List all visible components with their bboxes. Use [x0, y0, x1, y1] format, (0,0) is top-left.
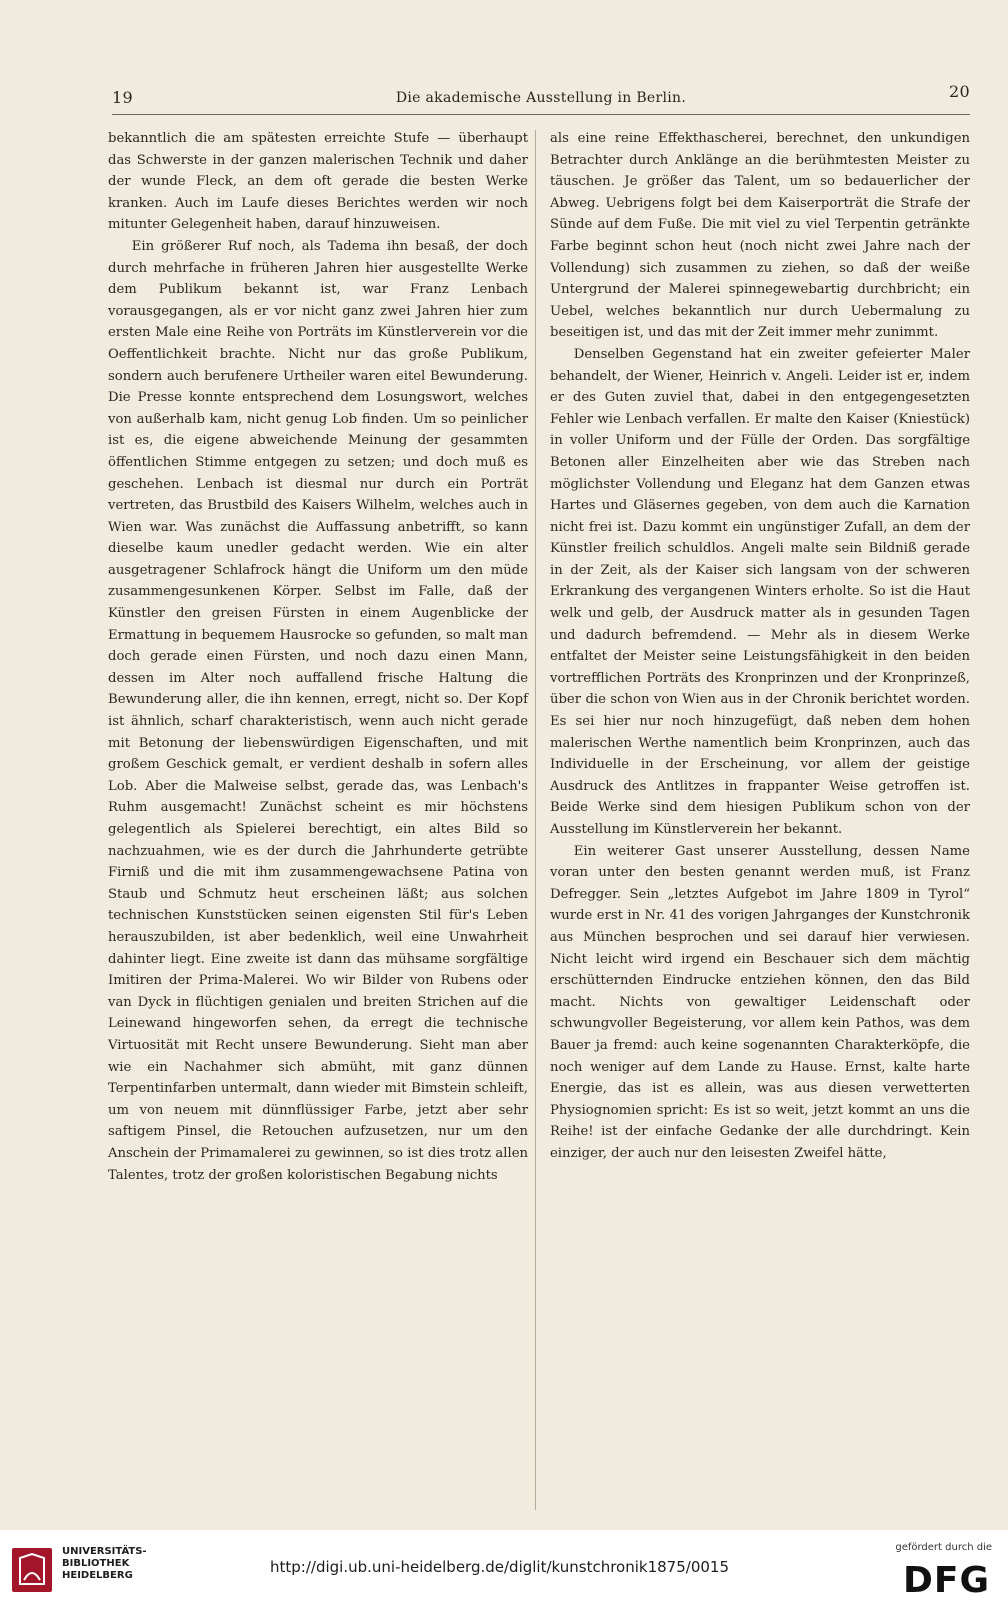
header-rule [112, 114, 970, 115]
right-paragraph-3: Ein weiterer Gast unserer Ausstellung, dessen Name voran unter den besten genannt werden muß, ist Franz Defregger. Sein „letztes Aufgebot im Jahre 1809 in Tyrol“ wurde erst in Nr. 41 des vorigen Jahrganges der Kunstchronik aus München besprochen und sei darauf hier verwiesen. Nicht leicht wird irgend ein Beschauer sich dem mächtig erschütternden Eindrucke entziehen können, den das Bild macht. Nichts von gewaltiger Leidenschaft oder schwungvoller Begeisterung, vor allem kein Pathos, was dem Bauer ja fremd: auch keine sogenannten Charakterköpfe, die noch weniger auf dem Lande zu Hause. Ernst, kalte harte Energie, das ist es allein, was aus diesen verwetterten Physiognomien spricht: Es ist so weit, jetzt kommt an uns die Reihe! ist der einfache Gedanke der alle durchdringt. Kein einziger, der auch nur den leisesten Zweifel hätte, [550, 843, 970, 1161]
digital-copy-link[interactable]: http://digi.ub.uni-heidelberg.de/diglit/kunstchronik1875/0015 [270, 1558, 730, 1576]
heidelberg-library-logo-icon [10, 1544, 56, 1596]
library-name [62, 1546, 147, 1582]
right-paragraph-1: als eine reine Effekthascherei, berechnet, den unkundigen Betrachter durch Anklänge an die berühmtesten Meister zu täuschen. Je größer das Talent, um so bedauerlicher der Abweg. Uebrigens folgt bei dem Kaiserporträt die Strafe der Sünde auf dem Fuße. Die mit viel zu viel Terpentin getränkte Farbe beginnt schon heut (noch nicht zwei Jahre nach der Vollendung) sich zusammen zu ziehen, so daß der weiße Untergrund der Malerei spinnegewebartig durchbricht; ein Uebel, welches bekanntlich nur durch Uebermalung zu beseitigen ist, und das mit der Zeit immer mehr zunimmt. [550, 131, 970, 341]
library-line-3: HEIDELBERG [62, 1570, 133, 1581]
right-column [550, 128, 970, 1165]
dfg-logo: DFG [902, 1560, 990, 1601]
running-title: Die akademische Ausstellung in Berlin. [395, 90, 687, 106]
right-paragraph-2: Denselben Gegenstand hat ein zweiter gefeierter Maler behandelt, der Wiener, Heinrich v. Angeli. Leider ist er, indem er des Guten zuviel that, dabei in den entgegengesetzten Fehler wie Lenbach verfallen. Er malte den Kaiser (Kniestück) in voller Uniform und der Fülle der Orden. Das sorgfältige Betonen aller Einzelheiten aber wie das Streben nach möglichster Vollendung und Eleganz hat dem Ganzen etwas Hartes und Gläsernes gegeben, von dem auch die Karnation nicht frei ist. Dazu kommt ein ungünstiger Zufall, an dem der Künstler freilich schuldlos. Angeli malte sein Bildniß gerade in der Zeit, als der Kaiser sich langsam von der schweren Erkrankung des vergangenen Winters erholte. So ist die Haut welk und gelb, der Ausdruck matter als in gesunden Tagen und dadurch befremdend. — Mehr als in diesem Werke entfaltet der Meister seine Leistungsfähigkeit in den beiden vortrefflichen Porträts des Kronprinzen und der Kronprinzeß, über die schon von Wien aus in der Chronik berichtet worden. Es sei hier nur noch hinzugefügt, daß neben dem hohen malerischen Werthe namentlich beim Kronprinzen, auch das Individuelle in der Erscheinung, vor allem der geistige Ausdruck des Antlitzes in frappanter Weise getroffen ist. Beide Werke sind dem hiesigen Publikum schon von der Ausstellung im Künstlerverein her bekannt. [550, 346, 970, 837]
digitization-footer [0, 1530, 1008, 1610]
left-paragraph-2: Ein größerer Ruf noch, als Tadema ihn besaß, der doch durch mehrfache in früheren Jahren hier ausgestellte Werke dem Publikum bekannt ist, war Franz Lenbach vorausgegangen, als er vor nicht ganz zwei Jahren hier zum ersten Male eine Reihe von Porträts im Künstlerverein vor die Oeffentlichkeit brachte. Nicht nur das große Publikum, sondern auch berufenere Urtheiler waren eitel Bewunderung. Die Presse konnte entsprechend dem Losungswort, welches von außerhalb kam, nicht genug Lob finden. Um so peinlicher ist es, die eigene abweichende Meinung der gesammten öffentlichen Stimme entgegen zu setzen; und doch muß es geschehen. Lenbach ist diesmal nur durch ein Porträt vertreten, das Brustbild des Kaisers Wilhelm, welches auch in Wien war. Was zunächst die Auffassung anbetrifft, so kann dieselbe kaum unedler gedacht werden. Wie ein alter ausgetragener Schlafrock hängt die Uniform um den müde zusammengesunkenen Körper. Selbst im Falle, daß der Künstler den greisen Fürsten in einem Augenblicke der Ermattung in bequemem Hausrocke so gefunden, so malt man doch gerade einen Fürsten, und noch dazu einen Mann, dessen im Alter noch auffallend frische Haltung die Bewunderung aller, die ihn kennen, erregt, nicht so. Der Kopf ist ähnlich, scharf charakteristisch, wenn auch nicht gerade mit Betonung der liebenswürdigen Eigenschaften, und mit großem Geschick gemalt, er verdient deshalb in sofern alles Lob. Aber die Malweise selbst, gerade das, was Lenbach's Ruhm ausgemacht! Zunächst scheint es mir höchstens gelegentlich als Spielerei berechtigt, ein altes Bild so nachzuahmen, wie es der durch die Jahrhunderte getrübte Firniß und die mit ihm zusammengewachsene Patina von Staub und Schmutz heut erscheinen läßt; aus solchen technischen Kunststücken seinen eigensten Stil für's Leben herauszubilden, ist aber bedenklich, weil eine Unwahrheit dahinter liegt. Eine zweite ist dann das mühsame sorgfältige Imitiren der Prima-Malerei. Wo wir Bilder von Rubens oder van Dyck in flüchtigen genialen und breiten Strichen auf die Leinewand hingeworfen sehen, da erregt die technische Virtuosität mit Recht unsere Bewunderung. Sieht man aber wie ein Nachahmer sich abmüht, mit ganz dünnen Terpentinfarben untermalt, dann wieder mit Bimstein schleift, um von neuem mit dünnflüssiger Farbe, jetzt aber sehr saftigem Pinsel, die Retouchen aufzusetzen, nur um den Anschein der Primamalerei zu gewinnen, so ist dies trotz allen Talentes, trotz der großen koloristischen Begabung nichts [108, 238, 528, 1183]
support-text: gefördert durch die [895, 1542, 992, 1553]
library-line-1: UNIVERSITÄTS- [62, 1546, 147, 1557]
right-page-number: 20 [949, 82, 970, 101]
library-line-2: BIBLIOTHEK [62, 1558, 130, 1569]
left-paragraph-1: bekanntlich die am spätesten erreichte Stufe — überhaupt das Schwerste in der ganzen malerischen Technik und daher der wunde Fleck, an dem oft gerade die besten Werke kranken. Auch im Laufe dieses Berichtes werden wir noch mitunter Gelegenheit haben, darauf hinzuweisen. [108, 131, 528, 233]
page-header [112, 82, 970, 112]
left-page-number: 19 [112, 88, 133, 107]
left-column [108, 128, 528, 1186]
column-divider [535, 130, 536, 1510]
